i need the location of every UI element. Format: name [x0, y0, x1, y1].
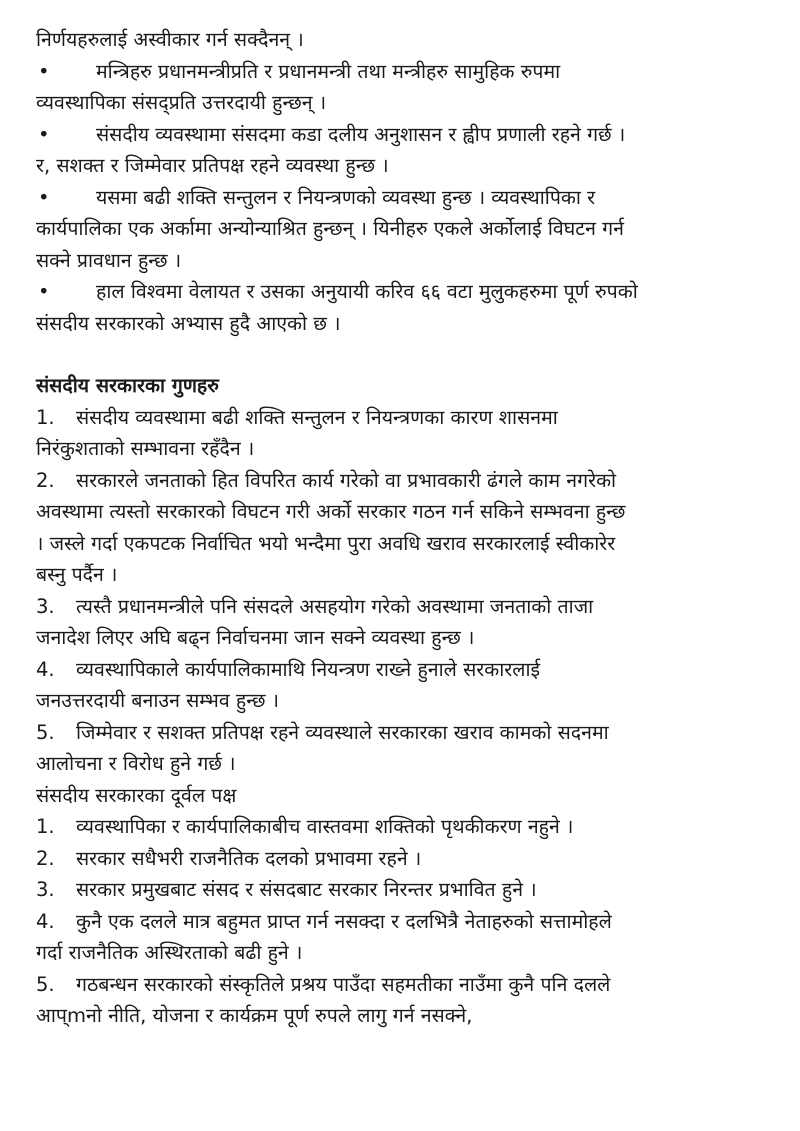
- merits-list: [36, 402, 776, 780]
- bullet-text: संसदीय सरकारको अभ्यास हुदै आएको छ ।: [36, 311, 341, 335]
- merit-item: [36, 402, 776, 465]
- item-text: आप्mनो नीति, योजना र कार्यक्रम पूर्ण रुपले लागु गर्न नसक्ने,: [36, 1004, 473, 1027]
- bullet-text: संसदीय व्यवस्थामा संसदमा कडा दलीय अनुशासन र ह्वीप प्रणाली रहने गर्छ ।: [96, 122, 626, 146]
- document-page: [36, 24, 776, 1032]
- merits-heading: संसदीय सरकारका गुणहरु: [36, 374, 219, 397]
- bullet-item: [36, 182, 776, 277]
- item-text: । जस्ले गर्दा एकपटक निर्वाचित भयो भन्दैमा पुरा अवधि खराव सरकारलाई स्वीकारेर: [36, 531, 616, 555]
- item-text: सरकार प्रमुखबाट संसद र संसदबाट सरकार निरन्तर प्रभावित हुने ।: [76, 878, 537, 901]
- bullet-text: व्यवस्थापिका संसद्प्रति उत्तरदायी हुन्छन् ।: [36, 91, 327, 114]
- item-text: सरकार सधैभरी राजनैतिक दलको प्रभावमा रहने ।: [76, 846, 422, 870]
- bullet-text: सक्ने प्रावधान हुन्छ ।: [36, 248, 182, 272]
- item-text: आलोचना र विरोध हुने गर्छ ।: [36, 752, 236, 775]
- bullet-text: मन्त्रिहरु प्रधानमन्त्रीप्रति र प्रधानमन्त्री तथा मन्त्रीहरु सामुहिक रुपमा: [96, 59, 561, 83]
- item-text: व्यवस्थापिका र कार्यपालिकाबीच वास्तवमा शक्तिको पृथकीकरण नहुने ।: [76, 815, 574, 838]
- item-text: बस्नु पर्दैन ।: [36, 563, 118, 586]
- weakness-item: [36, 811, 776, 843]
- item-number: 2.: [36, 846, 55, 870]
- weakness-item: [36, 843, 776, 875]
- bullet-item: [36, 56, 776, 119]
- item-text: गठबन्धन सरकारको संस्कृतिले प्रश्रय पाउँदा सहमतीका नाउँमा कुनै पनि दलले: [76, 972, 611, 996]
- bullet-text: हाल विश्वमा वेलायत र उसका अनुयायी करिव ६६ वटा मुलुकहरुमा पूर्ण रुपको: [96, 280, 638, 303]
- item-number: 5.: [36, 972, 55, 996]
- item-text: व्यवस्थापिकाले कार्यपालिकामाथि नियन्त्रण राख्ने हुनाले सरकारलाई: [76, 657, 541, 681]
- bullet-marker: •: [38, 59, 50, 83]
- weakness-item: [36, 906, 776, 969]
- weaknesses-list: [36, 811, 776, 1032]
- bullet-item: [36, 276, 776, 339]
- weakness-item: [36, 874, 776, 906]
- intro-tail-text: निर्णयहरुलाई अस्वीकार गर्न सक्दैनन् ।: [36, 28, 304, 51]
- bullet-text: यसमा बढी शक्ति सन्तुलन र नियन्त्रणको व्यवस्था हुन्छ । व्यवस्थापिका र: [96, 185, 596, 209]
- weakness-item: [36, 969, 776, 1032]
- bullet-marker: •: [38, 122, 50, 146]
- item-text: निरंकुशताको सम्भावना रहँदैन ।: [36, 437, 255, 460]
- item-text: त्यस्तै प्रधानमन्त्रीले पनि संसदले असहयोग गरेको अवस्थामा जनताको ताजा: [76, 594, 594, 618]
- merit-item: [36, 654, 776, 717]
- merit-item: [36, 465, 776, 591]
- bullet-marker: •: [38, 185, 50, 209]
- item-number: 1.: [36, 405, 55, 429]
- merit-item: [36, 591, 776, 654]
- item-text: सरकारले जनताको हित विपरित कार्य गरेको वा प्रभावकारी ढंगले काम नगरेको: [76, 468, 617, 492]
- item-text: कुनै एक दलले मात्र बहुमत प्राप्त गर्न नसक्दा र दलभित्रै नेताहरुको सत्तामोहले: [76, 909, 612, 933]
- item-number: 5.: [36, 720, 55, 744]
- weaknesses-heading: संसदीय सरकारका दूर्वल पक्ष: [36, 783, 237, 807]
- merit-item: [36, 717, 776, 780]
- bullet-text: कार्यपालिका एक अर्कामा अन्योन्याश्रित हुन्छन् । यिनीहरु एकले अर्कोलाई विघटन गर्न: [36, 217, 624, 240]
- bullet-text: र, सशक्त र जिम्मेवार प्रतिपक्ष रहने व्यवस्था हुन्छ ।: [36, 154, 389, 177]
- bullet-marker: •: [38, 280, 50, 303]
- item-number: 4.: [36, 909, 55, 933]
- bullet-item: [36, 119, 776, 182]
- bullet-list: [36, 56, 776, 340]
- section-gap: [36, 339, 776, 370]
- item-number: 3.: [36, 878, 55, 901]
- item-text: अवस्थामा त्यस्तो सरकारको विघटन गरी अर्को सरकार गठन गर्न सकिने सम्भवना हुन्छ: [36, 500, 626, 523]
- item-text: जिम्मेवार र सशक्त प्रतिपक्ष रहने व्यवस्थाले सरकारका खराव कामको सदनमा: [76, 720, 609, 744]
- item-text: संसदीय व्यवस्थामा बढी शक्ति सन्तुलन र नियन्त्रणका कारण शासनमा: [76, 405, 558, 429]
- item-text: जनउत्तरदायी बनाउन सम्भव हुन्छ ।: [36, 689, 280, 712]
- item-number: 2.: [36, 468, 55, 492]
- item-number: 3.: [36, 594, 55, 618]
- item-number: 4.: [36, 657, 55, 681]
- item-text: गर्दा राजनैतिक अस्थिरताको बढी हुने ।: [36, 941, 303, 964]
- item-number: 1.: [36, 815, 55, 838]
- item-text: जनादेश लिएर अघि बढ्न निर्वाचनमा जान सक्ने व्यवस्था हुन्छ ।: [36, 626, 475, 649]
